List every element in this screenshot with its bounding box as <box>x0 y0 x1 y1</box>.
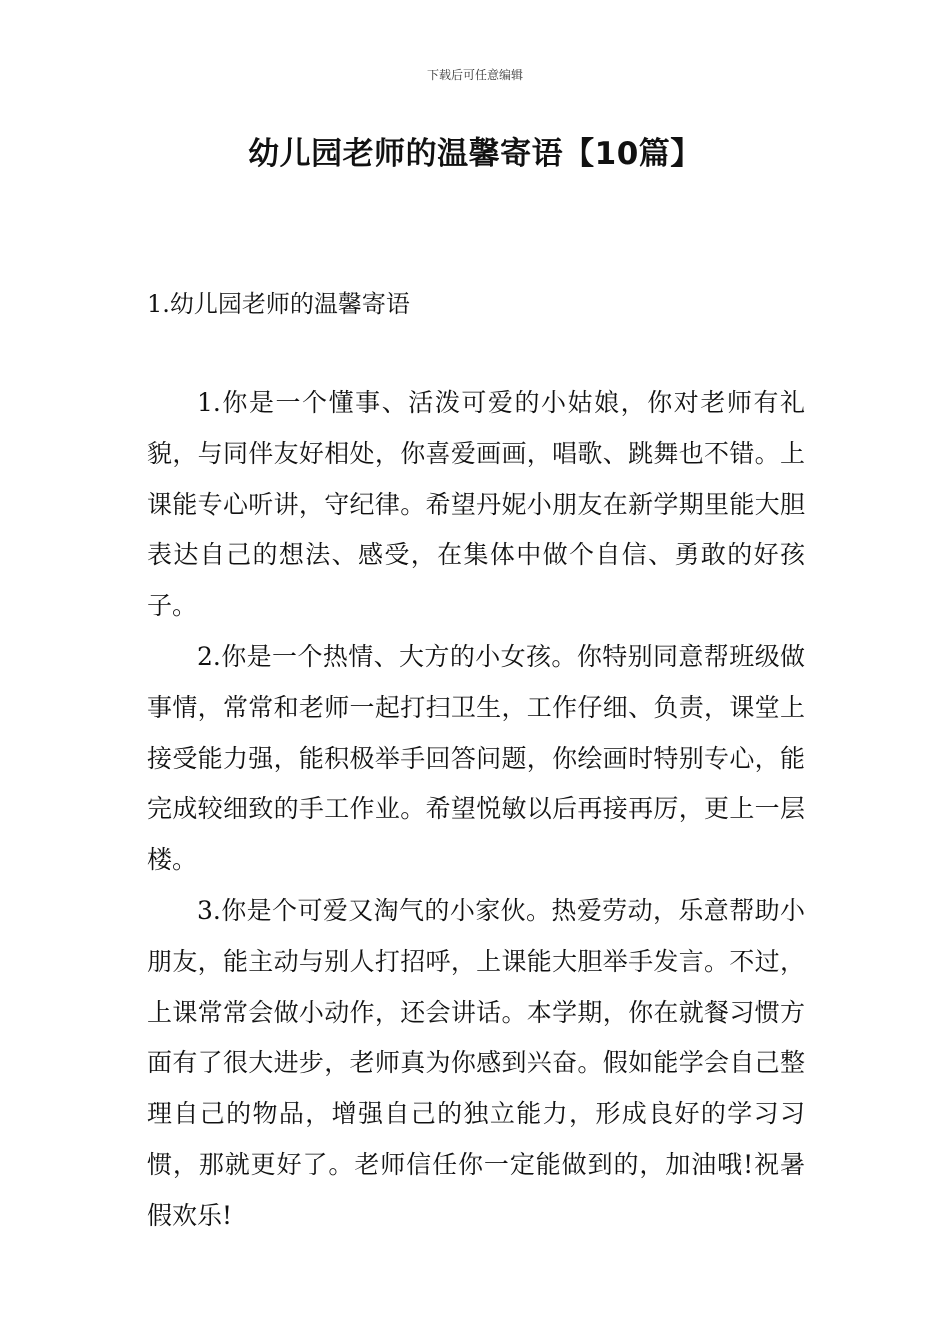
document-body <box>147 378 805 1242</box>
header-note: 下载后可任意编辑 <box>426 68 523 82</box>
document-title: 幼儿园老师的温馨寄语【10篇】 <box>248 136 702 172</box>
paragraph-1: 1.你是一个懂事、活泼可爱的小姑娘，你对老师有礼貌，与同伴友好相处，你喜爱画画，唱歌、跳舞也不错。上课能专心听讲，守纪律。希望丹妮小朋友在新学期里能大胆表达自己的想法、感受，在集体中做个自信、勇敢的好孩子。 <box>147 388 805 621</box>
paragraph-2: 2.你是一个热情、大方的小女孩。你特别同意帮班级做事情，常常和老师一起打扫卫生，工作仔细、负责，课堂上接受能力强，能积极举手回答问题，你绘画时特别专心，能完成较细致的手工作业。希望悦敏以后再接再厉，更上一层楼。 <box>147 641 805 875</box>
paragraph-3: 3.你是个可爱又淘气的小家伙。热爱劳动，乐意帮助小朋友，能主动与别人打招呼，上课能大胆举手发言。不过，上课常常会做小动作，还会讲话。本学期，你在就餐习惯方面有了很大进步，老师真为你感到兴奋。假如能学会自己整理自己的物品，增强自己的独立能力，形成良好的学习习惯，那就更好了。老师信任你一定能做到的，加油哦!祝暑假欢乐! <box>147 895 805 1230</box>
section-heading: 1.幼儿园老师的温馨寄语 <box>147 290 410 318</box>
